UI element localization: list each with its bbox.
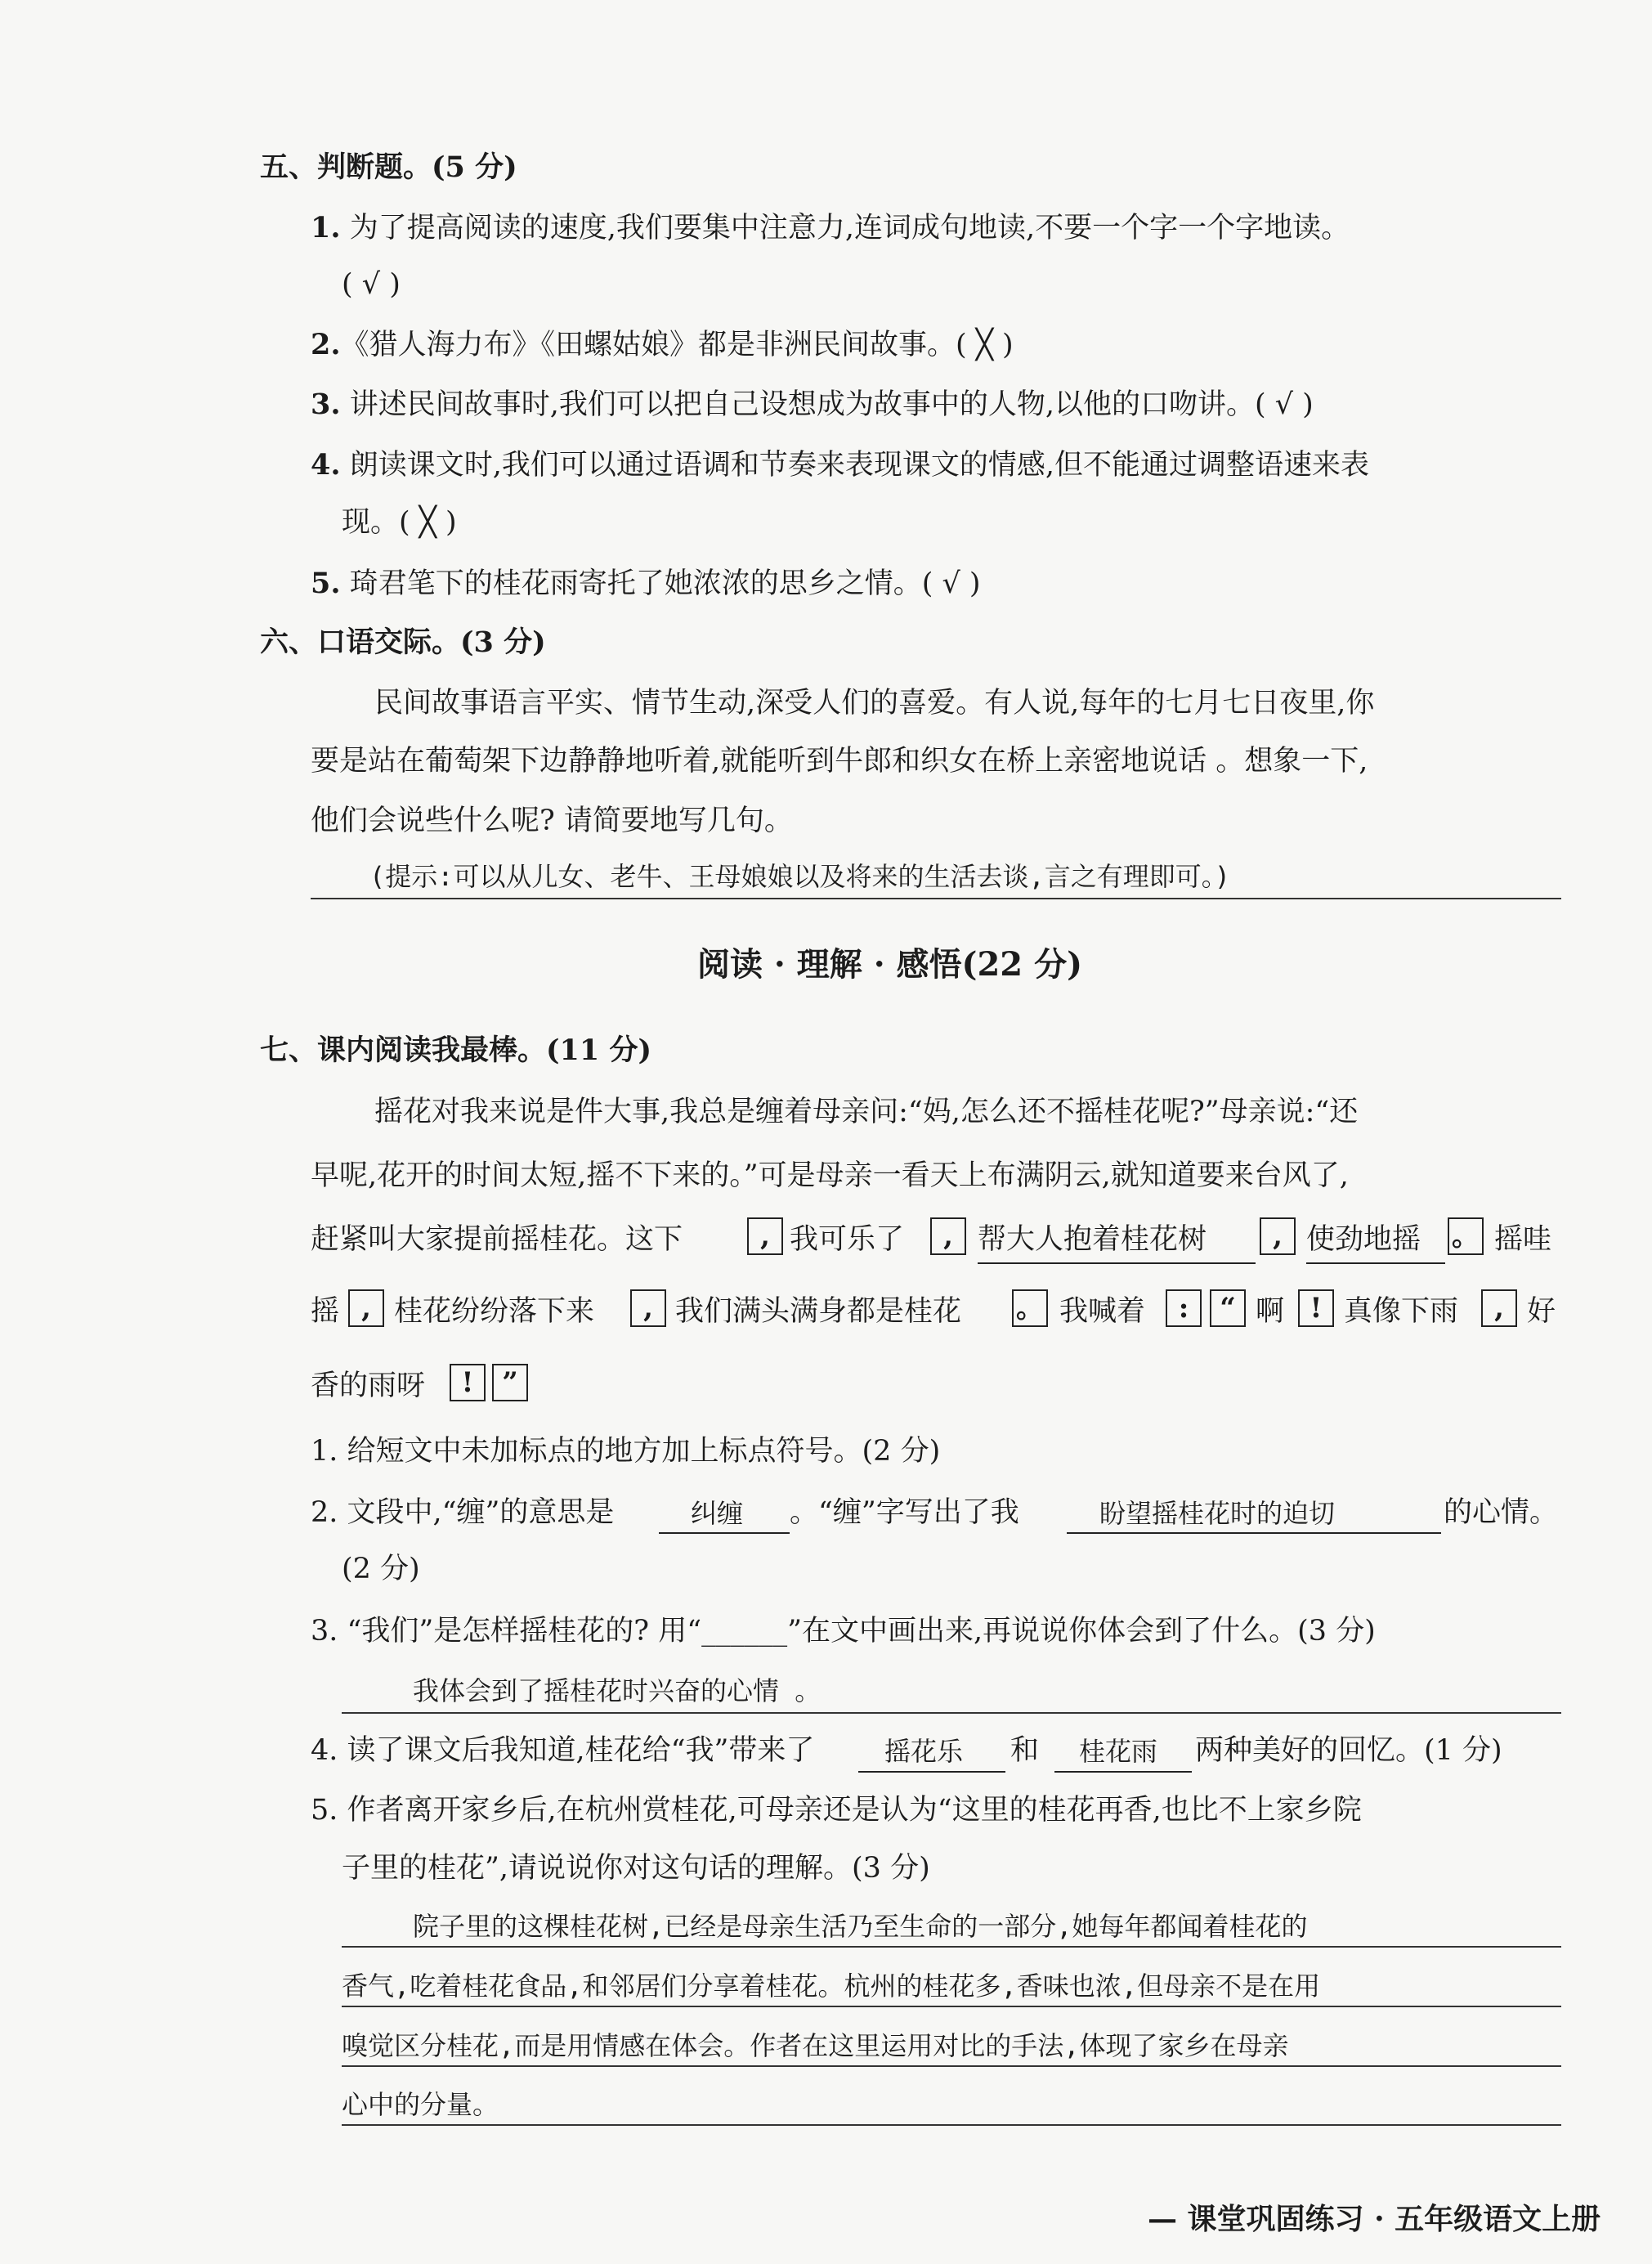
question-5-answer-line-3: 嗅觉区分桂花,而是用情感在体会。作者在这里运用对比的手法,体现了家乡在母亲: [342, 2030, 1289, 2061]
answer-line: [342, 2006, 1561, 2007]
judge-item-3: [311, 390, 1314, 419]
punctuation-box: ,: [630, 1289, 666, 1327]
question-2-part-a: 2. 文段中,“缠”的意思是: [311, 1496, 615, 1529]
punctuation-box: !: [1298, 1289, 1334, 1327]
passage-line-5: 香的雨呀: [311, 1370, 426, 1402]
passage-line-4-seg-1: 摇: [311, 1295, 340, 1328]
passage-line-2: 早呢,花开的时间太短,摇不下来的。”可是母亲一看天上布满阴云,就知道要来台风了,: [311, 1159, 1349, 1192]
answer-line: [342, 2124, 1561, 2126]
item-number: 1.: [311, 211, 341, 244]
item-text: 为了提高阅读的速度,我们要集中注意力,连词成句地读,不要一个字一个字地读。: [349, 212, 1350, 244]
answer-blank: [1054, 1771, 1192, 1773]
question-4-answer-1: 摇花乐: [884, 1736, 964, 1767]
section7-heading: 七、课内阅读我最棒。(11 分): [260, 1033, 652, 1067]
passage-line-4-seg-2: 桂花纷纷落下来: [394, 1295, 595, 1328]
passage-line-3-seg-5: 摇哇: [1494, 1223, 1552, 1256]
passage-line-4-seg-3: 我们满头满身都是桂花: [675, 1295, 962, 1328]
oral-prompt-line-2: 要是站在葡萄架下边静静地听着,就能听到牛郎和织女在桥上亲密地说话 。想象一下,: [311, 745, 1368, 778]
passage-line-3-seg-1: 赶紧叫大家提前摇桂花。这下: [311, 1223, 683, 1256]
question-4-part-b: 和: [1010, 1734, 1040, 1767]
passage-underline: [1306, 1262, 1445, 1264]
question-5-answer-line-1: 院子里的这棵桂花树,已经是母亲生活乃至生命的一部分,她每年都闻着桂花的: [413, 1911, 1308, 1942]
item-text: 朗读课文时,我们可以通过语调和节奏来表现课文的情感,但不能通过调整语速来表: [349, 449, 1369, 482]
question-5-answer-line-4: 心中的分量。: [342, 2089, 499, 2120]
question-3: 3. “我们”是怎样摇桂花的? 用“______”在文中画出来,再说说你体会到了什么。(3 分): [311, 1615, 1376, 1648]
answer-blank: [858, 1771, 1005, 1773]
passage-underline: [978, 1262, 1256, 1264]
passage-line-4-seg-7: 好: [1527, 1295, 1556, 1328]
judge-item-1: [311, 213, 1350, 243]
answer-line: [342, 1712, 1561, 1714]
question-1: 1. 给短文中未加标点的地方加上标点符号。(2 分): [311, 1435, 941, 1468]
answer-line: [342, 1946, 1561, 1948]
punctuation-box: “: [1210, 1289, 1246, 1327]
oral-answer-hint: (提示:可以从儿女、老牛、王母娘娘以及将来的生活去谈,言之有理即可。): [369, 861, 1231, 892]
item-text: 讲述民间故事时,我们可以把自己设想成为故事中的人物,以他的口吻讲。( √ ): [349, 388, 1314, 421]
passage-line-4-seg-6: 真像下雨: [1344, 1295, 1459, 1328]
question-2-part-c: 的心情。: [1444, 1496, 1559, 1529]
question-4-part-c: 两种美好的回忆。(1 分): [1195, 1734, 1502, 1767]
punctuation-box: ,: [1481, 1289, 1517, 1327]
passage-line-3-seg-3: 帮大人抱着桂花树: [978, 1223, 1207, 1256]
passage-line-4-seg-4: 我喊着: [1059, 1295, 1146, 1328]
question-3-answer: 我体会到了摇桂花时兴奋的心情 。: [413, 1675, 822, 1706]
passage-line-4-seg-5: 啊: [1256, 1295, 1285, 1328]
section6-heading: 六、口语交际。(3 分): [260, 625, 546, 659]
question-2-answer-2: 盼望摇桂花时的迫切: [1099, 1498, 1336, 1529]
punctuation-box: :: [1166, 1289, 1202, 1327]
oral-prompt-line-1: 民间故事语言平实、情节生动,深受人们的喜爱。有人说,每年的七月七日夜里,你: [374, 687, 1375, 720]
passage-line-1: 摇花对我来说是件大事,我总是缠着母亲问:“妈,怎么还不摇桂花呢?”母亲说:“还: [374, 1096, 1359, 1128]
judge-item-4-answer: 现。( ╳ ): [342, 506, 457, 539]
punctuation-box: ,: [348, 1289, 384, 1327]
answer-blank: [1067, 1532, 1441, 1534]
punctuation-box: ,: [747, 1217, 783, 1255]
question-5-line-1: 5. 作者离开家乡后,在杭州赏桂花,可母亲还是认为“这里的桂花再香,也比不上家乡院: [311, 1794, 1362, 1827]
punctuation-box: 。: [1012, 1289, 1048, 1327]
question-2-score: (2 分): [342, 1553, 420, 1585]
punctuation-box: 。: [1448, 1217, 1484, 1255]
question-2-part-b: 。“缠”字写出了我: [790, 1496, 1019, 1529]
item-text: 《猎人海力布》《田螺姑娘》都是非洲民间故事。( ╳ ): [340, 329, 1014, 361]
question-5-line-2: 子里的桂花”,请说说你对这句话的理解。(3 分): [342, 1852, 930, 1885]
judge-item-1-answer: ( √ ): [342, 268, 401, 301]
answer-line: [311, 898, 1561, 899]
question-2-answer-1: 纠缠: [691, 1498, 744, 1529]
answer-line: [342, 2065, 1561, 2067]
punctuation-box: !: [450, 1364, 486, 1401]
item-number: 4.: [311, 448, 341, 482]
question-4-answer-2: 桂花雨: [1079, 1736, 1158, 1767]
punctuation-box: ”: [492, 1364, 528, 1401]
punctuation-box: ,: [930, 1217, 966, 1255]
item-text: 琦君笔下的桂花雨寄托了她浓浓的思乡之情。( √ ): [349, 567, 981, 600]
passage-line-3-seg-2: 我可乐了: [790, 1223, 905, 1256]
passage-line-3-seg-4: 使劲地摇: [1306, 1223, 1421, 1256]
judge-item-2: [311, 330, 1014, 360]
page-footer: — 课堂巩固练习 · 五年级语文上册: [1148, 2202, 1601, 2236]
item-number: 5.: [311, 567, 341, 600]
punctuation-box: ,: [1260, 1217, 1296, 1255]
answer-blank: [659, 1532, 790, 1534]
part-title: 阅读 · 理解 · 感悟(22 分): [697, 945, 1082, 984]
judge-item-4: [311, 448, 1369, 482]
item-number: 3.: [311, 388, 341, 421]
item-number: 2.: [311, 328, 341, 361]
question-4-part-a: 4. 读了课文后我知道,桂花给“我”带来了: [311, 1734, 815, 1767]
question-5-answer-line-2: 香气,吃着桂花食品,和邻居们分享着桂花。杭州的桂花多,香味也浓,但母亲不是在用: [342, 1970, 1321, 2002]
section5-heading: 五、判断题。(5 分): [260, 150, 517, 184]
oral-prompt-line-3: 他们会说些什么呢? 请简要地写几句。: [311, 805, 793, 837]
judge-item-5: [311, 569, 981, 599]
